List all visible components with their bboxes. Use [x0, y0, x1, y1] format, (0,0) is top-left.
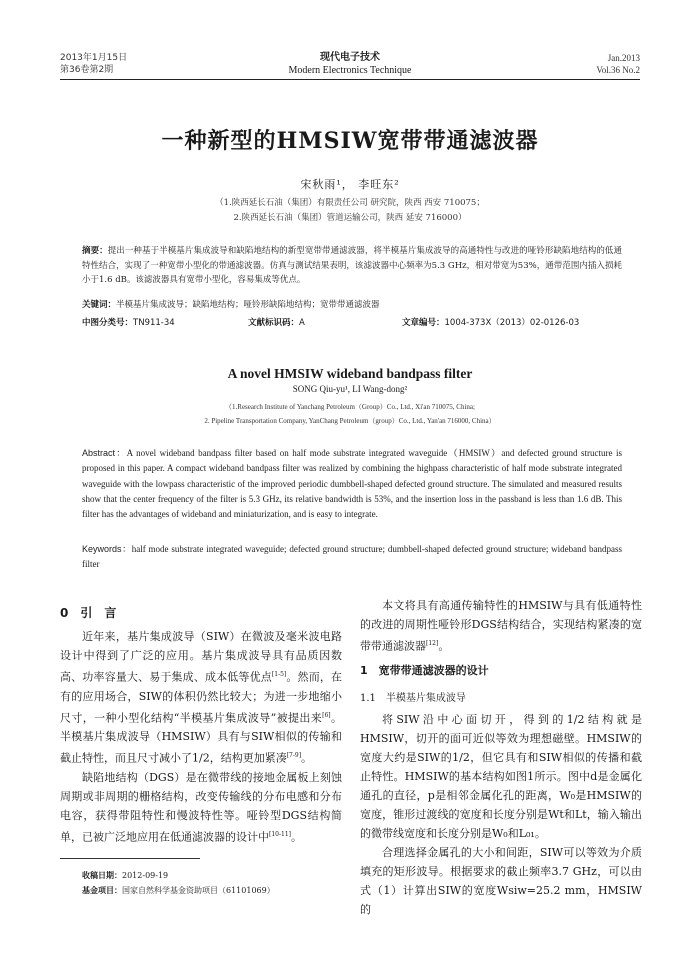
journal-date: 2013年1月15日	[60, 53, 128, 63]
clc-label: 中图分类号：	[82, 318, 134, 328]
fund-value: 国家自然科学基金资助项目（61101069）	[122, 886, 275, 895]
paper-title-cn: 一种新型的HMSIW宽带带通滤波器	[161, 128, 539, 154]
journal-volume: 第36卷第2期	[60, 65, 114, 75]
abstract-en-text: A novel wideband bandpass filter based on half mode substrate integrated waveguide（HMSIW）and defected ground structure is proposed in this paper. A compact wideband bandpass filter was realized by combining the highpass characteristic of half mode substrate integrated waveguide with the lowpass characteristic of the improved periodic dumbbell-shaped defected ground structure. The simulated and measured results show that the center frequency of the filter is 5.3 GHz, its relative bandwidth is 53%, and the insertion loss in the passband is less than 1.6 dB. This filter has the advantages of wideband and miniaturization, and is easy to integrate.	[82, 448, 622, 520]
intro-p2-a: 缺陷地结构（DGS）是在微带线的接地金属板上刻蚀周期或非周期的栅格结构，改变传输线的分布电感和分布电容，获得带阻特性和慢波特性等。哑铃型DGS结构简单，已被广泛地应用在低通滤波器的设计中	[60, 770, 342, 844]
authors-cn: 宋秋雨¹， 李旺东²	[300, 178, 400, 191]
intro-p1-end: 。	[301, 751, 313, 765]
doc-value: A	[299, 318, 305, 328]
paper-title-en: A novel HMSIW wideband bandpass filter	[227, 366, 473, 381]
abstract-en-label: Abstract：	[82, 448, 127, 458]
intro-p1-b: 。然而，在有的应用场合，SIW的体积仍然比较大；为进一步地缩小尺寸，一种小型化结构“半模基片集成波导”被提出来	[60, 670, 343, 725]
right-column-body	[360, 710, 642, 919]
journal-name-en: Modern Electronics Technique	[288, 65, 412, 76]
document-code	[248, 316, 305, 328]
keywords-en	[82, 542, 622, 573]
fund-project	[82, 885, 362, 896]
section1-paragraph-1: 将SIW沿中心面切开，得到的1/2结构就是HMSIW，切开的面可近似等效为理想磁壁。HMSIW的宽度大约是SIW的1/2，但它具有和SIW相似的传播和截止特性。HMSIW的基本结构如图1所示。图中d是金属化通孔的直径，p是相邻金属化孔的距离，W₀是HMSIW的宽度，锥形过渡线的宽度和长度分别是Wt和Lt，输入输出的微带线宽度和长度分别是W₀和L₀₁。	[360, 713, 642, 840]
journal-month-en: Jan.2013	[607, 53, 640, 63]
journal-date-en	[500, 52, 640, 76]
art-value: 1004-373X（2013）02-0126-03	[444, 318, 580, 328]
affiliation-cn-2: 2.陕西延长石油（集团）管道运输公司，陕西 延安 716000）	[233, 213, 467, 223]
abstract-en	[82, 446, 622, 522]
intro-paragraph-2	[60, 768, 342, 847]
citation: [7-9]	[286, 752, 302, 760]
section-0-heading: 0 引 言	[60, 606, 117, 620]
abstract-cn	[82, 244, 622, 288]
keywords-cn-text: 半模基片集成波导；缺陷地结构；哑铃形缺陷地结构；宽带带通滤波器	[116, 300, 380, 310]
clc-value: TN911-34	[133, 318, 175, 328]
article-number	[402, 316, 579, 328]
right-intro-text: 本文将具有高通传输特性的HMSIW与具有低通特性的改进的周期性哑铃形DGS结构结合，实现结构紧凑的宽带带通滤波器	[360, 599, 642, 653]
authors-en: SONG Qiu-yu¹, LI Wang-dong²	[292, 384, 408, 394]
affiliation-cn-1: （1.陕西延长石油（集团）有限责任公司 研究院，陕西 西安 710075；	[215, 198, 485, 208]
journal-volume-en: Vol.36 No.2	[596, 65, 640, 75]
citation: [12]	[426, 640, 439, 647]
section1-paragraph-2: 合理选择金属孔的大小和间距，SIW可以等效为介质填充的矩形波导。根据要求的截止频率3.7 GHz，可以由式（1）计算出SIW的宽度Wsiw=25.2 mm，HMSIW的	[360, 846, 642, 916]
citation: [10-11]	[269, 830, 291, 838]
keywords-en-text: half mode substrate integrated waveguide; defected ground structure; dumbbell-shaped defected ground structure; wideband bandpass filter	[82, 544, 622, 570]
intro-paragraph-1	[60, 627, 342, 768]
subsection-1-1-heading: 1.1 半模基片集成波导	[360, 693, 466, 704]
journal-name	[230, 51, 470, 77]
doc-label: 文献标识码：	[248, 318, 300, 328]
affiliation-en-2: 2. Pipeline Transportation Company, YanChang Petroleum（group）Co., Ltd., Yan'an 716000, China）	[204, 417, 496, 425]
clc-number	[82, 316, 175, 328]
right-intro-end: 。	[438, 639, 450, 653]
right-column-intro	[360, 596, 642, 656]
right-intro-paragraph	[360, 596, 642, 656]
intro-p1-c: 。半模基片集成波导（HMSIW）具有与SIW相似的传输和截止特性，而且尺寸减小了1/2，结构更加紧凑	[60, 711, 343, 765]
fund-label: 基金项目：	[82, 886, 122, 895]
keywords-cn-label: 关键词：	[82, 300, 117, 310]
abstract-cn-text: 提出一种基于半模基片集成波导和缺陷地结构的新型宽带带通滤波器，将半模基片集成波导的高通特性与改进的哑铃形缺陷地结构的低通特性结合，实现了一种宽带小型化的带通滤波器。仿真与测试结果表明，该滤波器中心频率为5.3 GHz，相对带宽为53%，通带范围内插入损耗小于1.6 dB。该滤波器具有宽带小型化，容易集成等优点。	[82, 246, 622, 285]
citation: [1-5]	[271, 671, 287, 678]
art-label: 文章编号：	[402, 318, 445, 328]
keywords-en-label: Keywords：	[82, 544, 132, 554]
keywords-cn	[82, 298, 622, 313]
journal-date-issue	[60, 52, 200, 76]
intro-p2-end: 。	[290, 830, 302, 844]
received-date	[82, 870, 362, 881]
left-column	[60, 627, 342, 847]
received-label: 收稿日期：	[82, 871, 122, 880]
journal-name-cn: 现代电子技术	[320, 52, 380, 63]
received-value: 2012-09-19	[122, 871, 169, 880]
affiliation-en-1: （1.Research Institute of Yanchang Petroleum（Group）Co., Ltd., Xi'an 710075, China;	[225, 403, 475, 411]
footnote-divider	[60, 858, 200, 859]
abstract-cn-label: 摘要：	[82, 246, 108, 256]
section-1-heading: 1 宽带带通滤波器的设计	[360, 664, 489, 677]
intro-p1-a: 近年来，基片集成波导（SIW）在微波及毫米波电路设计中得到了广泛的应用。基片集成波导具有品质因数高、功率容量大、易于集成、成本低等优点	[60, 630, 342, 684]
header-divider	[60, 79, 640, 80]
citation: [6]	[322, 711, 331, 719]
